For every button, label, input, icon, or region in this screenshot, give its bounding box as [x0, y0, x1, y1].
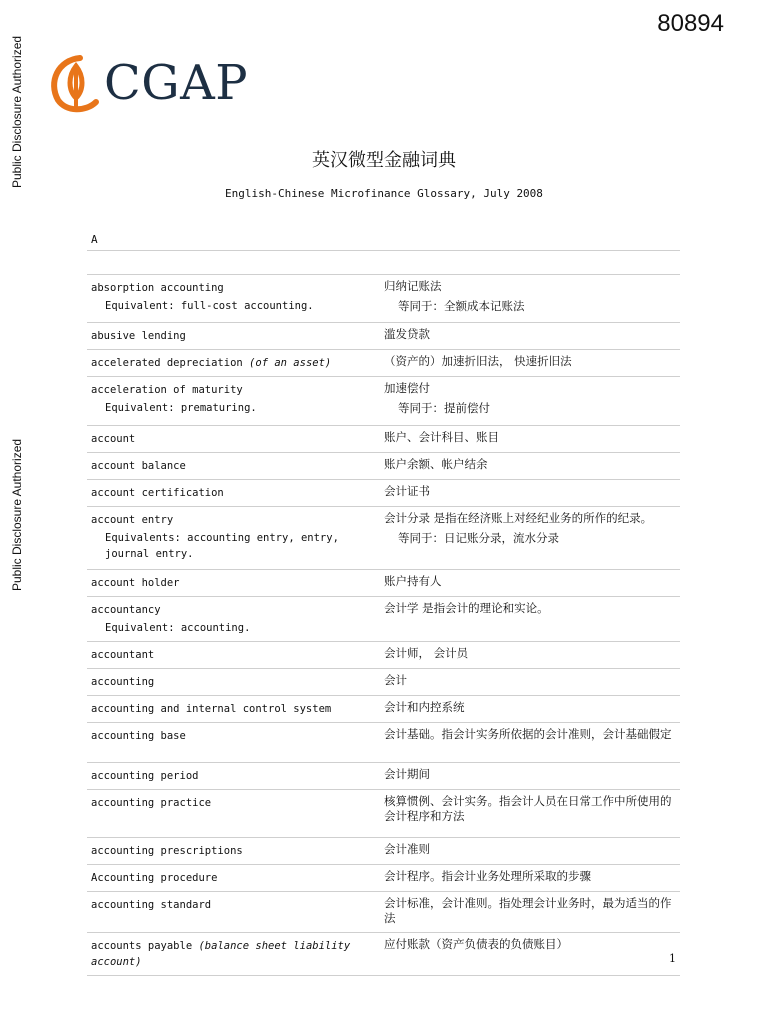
glossary-entry: [87, 865, 680, 892]
entry-translation-cell: [384, 570, 680, 596]
entry-translation-cell: [384, 323, 680, 349]
entry-translation-cell: [384, 723, 680, 762]
entry-translation: 归纳记账法: [384, 279, 442, 293]
glossary-entry: [87, 933, 680, 976]
entry-translation-cell: [384, 507, 680, 569]
entry-term: Accounting procedure: [91, 872, 218, 884]
entry-term: accounting period: [91, 770, 199, 782]
entry-translation-cell: [384, 377, 680, 425]
entry-term-cell: [87, 323, 384, 349]
glossary-entry: [87, 892, 680, 933]
entry-term: accountancy: [91, 604, 161, 616]
entry-term: account holder: [91, 577, 180, 589]
entry-translation-cell: [384, 480, 680, 506]
glossary-entry: [87, 480, 680, 507]
entry-translation-cell: [384, 275, 680, 322]
document-number: 80894: [657, 10, 724, 37]
entry-translation-cell: [384, 763, 680, 789]
entry-translation-cell: [384, 426, 680, 452]
entry-term: account: [91, 433, 136, 445]
entry-term-cell: [87, 377, 384, 425]
entry-term: account certification: [91, 487, 224, 499]
glossary-entry: [87, 669, 680, 696]
entry-term: accounting standard: [91, 899, 212, 911]
logo-text: CGAP: [104, 55, 249, 111]
entry-qualifier: (balance sheet liability account): [91, 940, 351, 968]
entry-term-cell: [87, 838, 384, 864]
entry-term-cell: [87, 597, 384, 641]
entry-translation-cell: [384, 350, 680, 376]
entry-translation: 应付账款（资产负债表的负债账目）: [384, 937, 568, 951]
glossary-entry: [87, 453, 680, 480]
cgap-logo-mark-icon: [46, 52, 108, 114]
entry-equivalent: Equivalent: full-cost accounting.: [105, 300, 314, 312]
cgap-logo: [46, 52, 248, 114]
entry-translation-cell: [384, 696, 680, 722]
entry-translation-cell: [384, 933, 680, 975]
entry-term: accounts payable: [91, 940, 193, 952]
section-divider: [87, 250, 680, 251]
title-chinese: 英汉微型金融词典: [312, 150, 456, 171]
entry-term-cell: [87, 892, 384, 932]
entry-term-cell: [87, 790, 384, 837]
entry-translation: 会计标准，会计准则。指处理会计业务时，最为适当的作法: [384, 896, 672, 925]
entry-qualifier: (of an asset): [249, 357, 332, 369]
title-english: English-Chinese Microfinance Glossary, July 2008: [225, 187, 543, 200]
entry-term: accounting: [91, 676, 155, 688]
entry-translation: 账户余额、帐户结余: [384, 457, 488, 471]
glossary-entry: [87, 696, 680, 723]
entry-term-cell: [87, 933, 384, 975]
entry-translation: 会计期间: [384, 767, 430, 781]
entry-translation: 加速偿付: [384, 381, 430, 395]
glossary-entry: [87, 570, 680, 597]
entry-translation-cell: [384, 597, 680, 641]
entry-term-cell: [87, 507, 384, 569]
entry-term: abusive lending: [91, 330, 186, 342]
entry-translation-equivalent: 等同于：全额成本记账法: [398, 299, 525, 313]
entry-term-cell: [87, 723, 384, 762]
glossary-entry: [87, 323, 680, 350]
glossary-entry: [87, 426, 680, 453]
entry-term-cell: [87, 275, 384, 322]
entry-term-cell: [87, 696, 384, 722]
entry-translation-cell: [384, 865, 680, 891]
entry-translation-cell: [384, 642, 680, 668]
glossary-entry: [87, 723, 680, 763]
entry-equivalent: Equivalent: accounting.: [105, 622, 251, 634]
entry-translation: 核算惯例、会计实务。指会计人员在日常工作中所使用的会计程序和方法: [384, 794, 672, 823]
entry-translation: 会计: [384, 673, 407, 687]
entry-translation: 会计师， 会计员: [384, 646, 469, 660]
entry-term-cell: [87, 480, 384, 506]
entry-term-cell: [87, 453, 384, 479]
glossary-entry: [87, 350, 680, 377]
glossary-entry: [87, 275, 680, 323]
entry-translation-cell: [384, 669, 680, 695]
entry-translation-cell: [384, 453, 680, 479]
entry-translation: 会计和内控系统: [384, 700, 465, 714]
entry-translation-equivalent: 等同于：提前偿付: [398, 401, 490, 415]
entry-term: accountant: [91, 649, 155, 661]
glossary-entry: [87, 377, 680, 426]
entry-term: accelerated depreciation: [91, 357, 243, 369]
glossary-table: [87, 274, 680, 976]
entry-translation: 账户持有人: [384, 574, 442, 588]
glossary-entry: [87, 790, 680, 838]
entry-translation: （资产的）加速折旧法， 快速折旧法: [384, 354, 572, 368]
entry-translation-cell: [384, 790, 680, 837]
entry-equivalent: Equivalents: accounting entry, entry, journal entry.: [105, 532, 339, 560]
entry-term-cell: [87, 642, 384, 668]
entry-translation: 会计程序。指会计业务处理所采取的步骤: [384, 869, 591, 883]
page-number: 1: [669, 952, 676, 965]
entry-equivalent: Equivalent: prematuring.: [105, 402, 257, 414]
entry-term-cell: [87, 570, 384, 596]
entry-translation: 会计分录 是指在经济账上对经纪业务的所作的纪录。: [384, 511, 653, 525]
entry-translation: 会计证书: [384, 484, 430, 498]
entry-translation: 账户、会计科目、账目: [384, 430, 499, 444]
entry-translation: 滥发贷款: [384, 327, 430, 341]
entry-term: accounting and internal control system: [91, 703, 332, 715]
glossary-entry: [87, 507, 680, 570]
entry-term: absorption accounting: [91, 282, 224, 294]
entry-translation-equivalent: 等同于：日记账分录，流水分录: [398, 531, 559, 545]
entry-term: account entry: [91, 514, 174, 526]
entry-term: account balance: [91, 460, 186, 472]
entry-term-cell: [87, 763, 384, 789]
section-letter: A: [91, 233, 98, 246]
glossary-entry: [87, 642, 680, 669]
entry-term-cell: [87, 865, 384, 891]
entry-term-cell: [87, 426, 384, 452]
entry-term-cell: [87, 669, 384, 695]
entry-translation: 会计学 是指会计的理论和实论。: [384, 601, 549, 615]
entry-term: accounting practice: [91, 797, 212, 809]
glossary-entry: [87, 763, 680, 790]
entry-term: accounting prescriptions: [91, 845, 243, 857]
entry-term: accounting base: [91, 730, 186, 742]
entry-translation: 会计准则: [384, 842, 430, 856]
glossary-entry: [87, 838, 680, 865]
entry-translation-cell: [384, 838, 680, 864]
entry-term-cell: [87, 350, 384, 376]
entry-translation: 会计基础。指会计实务所依据的会计准则，会计基础假定: [384, 727, 672, 741]
entry-translation-cell: [384, 892, 680, 932]
glossary-entry: [87, 597, 680, 642]
entry-term: acceleration of maturity: [91, 384, 243, 396]
